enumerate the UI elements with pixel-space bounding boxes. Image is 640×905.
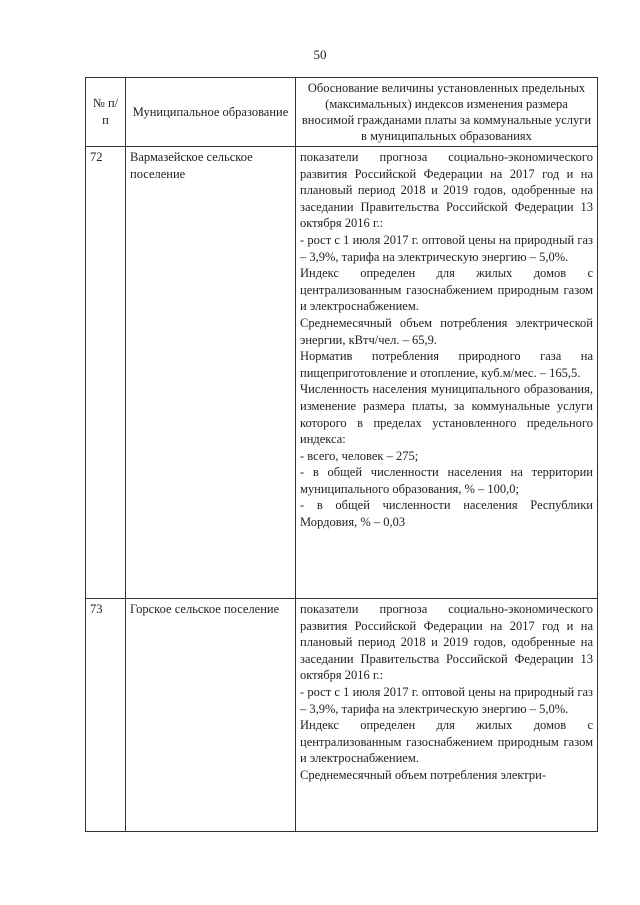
row-municipality: Горское сельское поселение — [126, 599, 296, 832]
row-justification — [296, 147, 598, 599]
header-number: № п/п — [86, 78, 126, 147]
justification-paragraph: Среднемесячный объем потребления электри- — [300, 767, 546, 782]
justification-paragraph: Индекс определен для жилых домов с централизованным газоснабжением природным газом и электроснабжением. — [300, 718, 593, 766]
row-justification — [296, 599, 598, 832]
justification-paragraph: Численность населения муниципального образования, изменение размера платы, за коммунальные услуги которого в пределах установленного предельного индекса: — [300, 382, 593, 447]
justification-paragraph: Индекс определен для жилых домов с централизованным газоснабжением природным газом и электроснабжением. — [300, 266, 593, 314]
justification-paragraph: Норматив потребления природного газа на пищеприготовление и отопление, куб.м/мес. – 165,5. — [300, 349, 593, 380]
row-number: 73 — [86, 599, 126, 832]
table-row — [86, 599, 598, 832]
justification-paragraph: Среднемесячный объем потребления электрической энергии, кВтч/чел. – 65,9. — [300, 315, 593, 347]
table-row — [86, 147, 598, 599]
justification-paragraph: - рост с 1 июля 2017 г. оптовой цены на природный газ – 3,9%, тарифа на электрическую энергию – 5,0%. — [300, 684, 593, 716]
row-number: 72 — [86, 147, 126, 599]
row-municipality: Вармазейское сельское поселение — [126, 147, 296, 599]
justification-paragraph: - рост с 1 июля 2017 г. оптовой цены на природный газ – 3,9%, тарифа на электрическую энергию – 5,0%. — [300, 232, 593, 264]
header-municipality: Муниципальное образование — [126, 78, 296, 147]
justification-paragraph: показатели прогноза социально-экономического развития Российской Федерации на 2017 год и на плановый период 2018 и 2019 годов, одобренные на заседании Правительства Российской Федерации 13 октября 2016 г.: — [300, 602, 593, 683]
header-justification: Обоснование величины установленных предельных (максимальных) индексов изменения размера вносимой гражданами платы за коммунальные услуги в муниципальных образованиях — [296, 78, 598, 147]
justification-paragraph: - в общей численности населения на территории муниципального образования, % – 100,0; — [300, 465, 593, 496]
index-justification-table — [85, 77, 598, 832]
table-header-row — [86, 78, 598, 147]
page-number: 50 — [313, 47, 327, 62]
justification-paragraph: - всего, человек – 275; — [300, 448, 419, 463]
justification-paragraph: показатели прогноза социально-экономического развития Российской Федерации на 2017 год и на плановый период 2018 и 2019 годов, одобренные на заседании Правительства Российской Федерации 13 октября 2016 г.: — [300, 150, 593, 231]
justification-paragraph: - в общей численности населения Республики Мордовия, % – 0,03 — [300, 498, 593, 530]
